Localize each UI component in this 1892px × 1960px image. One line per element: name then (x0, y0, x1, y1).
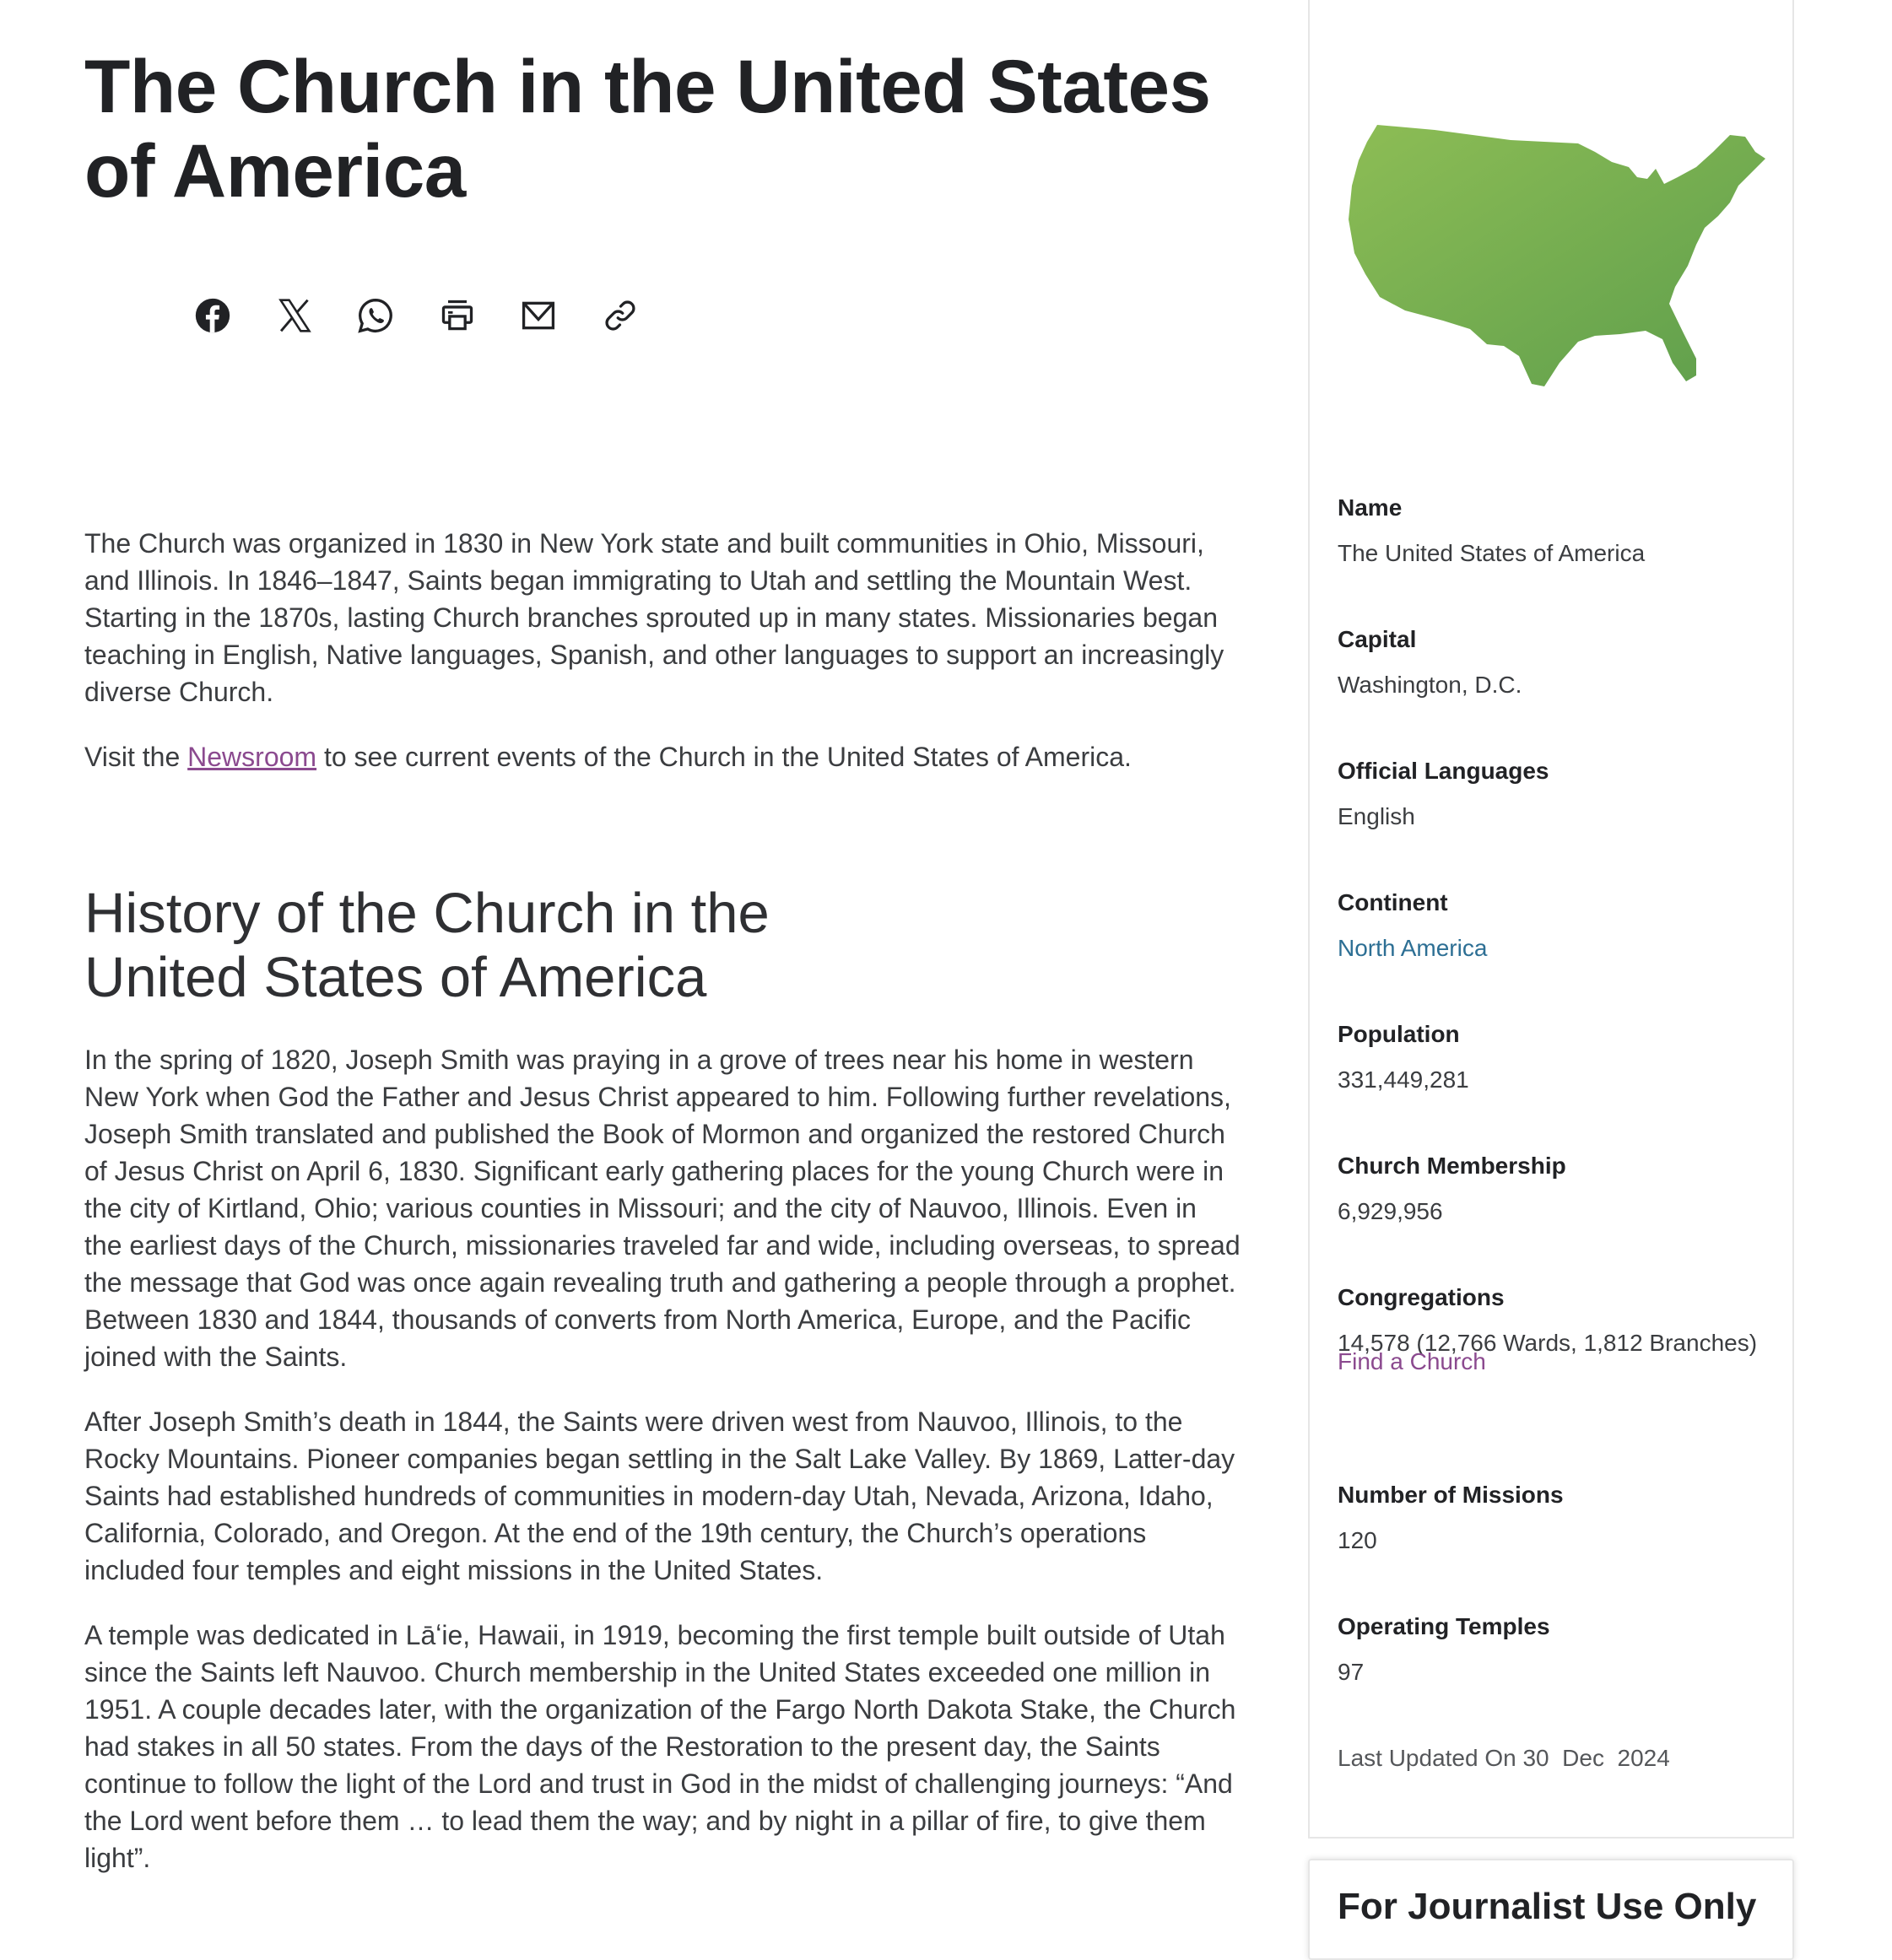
fact-value: 331,449,281 (1338, 1066, 1469, 1093)
fact-temples (1338, 1612, 1776, 1743)
fact-value: Washington, D.C. (1338, 672, 1522, 698)
fact-value: English (1338, 803, 1415, 829)
fact-population (1338, 1019, 1776, 1151)
fact-label: Congregations (1338, 1284, 1505, 1310)
newsroom-line (84, 738, 1241, 775)
fact-label: Capital (1338, 626, 1417, 652)
x-icon[interactable] (276, 295, 358, 336)
fact-label: Church Membership (1338, 1153, 1566, 1179)
history-body (84, 1041, 1241, 1904)
fact-label: Number of Missions (1338, 1482, 1564, 1508)
journalist-card (1308, 1859, 1794, 1960)
fact-value: 14,578 (12,766 Wards, 1,812 Branches) (1338, 1330, 1758, 1356)
fact-label: Continent (1338, 889, 1448, 915)
fact-label: Operating Temples (1338, 1613, 1550, 1639)
facts-list (1338, 493, 1776, 1743)
link-icon[interactable] (602, 295, 684, 336)
intro-paragraph: The Church was organized in 1830 in New York state and built communities in Ohio, Missouri, and Illinois. In 1846–1847, Saints began immigrating to Utah and settling the Mountain West. Starting in the 1870s, lasting Church branches sprouted up in many states. Missionaries began teaching in English, Native languages, Spanish, and other languages to support an increasingly diverse Church. (84, 528, 1224, 707)
fact-label: Official Languages (1338, 758, 1549, 784)
fact-missions (1338, 1480, 1776, 1612)
usa-map-image (1342, 118, 1772, 397)
find-a-church-link[interactable]: Find a Church (1338, 1348, 1486, 1374)
fact-label: Population (1338, 1021, 1460, 1047)
history-paragraph: A temple was dedicated in Lāʻie, Hawaii, in 1919, becoming the first temple built outside of Utah since the Saints left Nauvoo. Church membership in the United States exceeded one million in 1951. A couple decades later, with the organization of the Fargo North Dakota Stake, the Church had stakes in all 50 states. From the days of the Restoration to the present day, the Saints continue to follow the light of the Lord and trust in God in the midst of challenging journeys: “And the Lord went before them … to lead them the way; and by night in a pillar of fire, to give them light”. (84, 1620, 1236, 1873)
fact-continent (1338, 888, 1776, 1019)
visit-suffix: to see current events of the Church in the United States of America. (316, 742, 1132, 772)
continent-link[interactable]: North America (1338, 935, 1488, 961)
history-heading: History of the Church in the United States of America (84, 882, 770, 1009)
history-paragraph: In the spring of 1820, Joseph Smith was praying in a grove of trees near his home in western New York when God the Father and Jesus Christ appeared to him. Following further revelations, Joseph Smith translated and published the Book of Mormon and organized the restored Church of Jesus Christ on April 6, 1830. Significant early gathering places for the young Church were in the city of Kirtland, Ohio; various counties in Missouri; and the city of Nauvoo, Illinois. Even in the earliest days of the Church, missionaries traveled far and wide, including overseas, to spread the message that God was once again revealing truth and gathering a people through a prophet. Between 1830 and 1844, thousands of converts from North America, Europe, and the Pacific joined with the Saints. (84, 1045, 1241, 1372)
fact-value: 120 (1338, 1527, 1377, 1553)
intro-section (84, 525, 1241, 803)
last-updated: Last Updated On 30 Dec 2024 (1338, 1745, 1670, 1771)
fact-label: Name (1338, 494, 1403, 521)
newsroom-link[interactable]: Newsroom (187, 742, 317, 772)
fact-value: The United States of America (1338, 540, 1646, 566)
page-title: The Church in the United States of America (84, 44, 1211, 213)
fact-value: 6,929,956 (1338, 1198, 1443, 1224)
fact-capital (1338, 624, 1776, 756)
fact-value: 97 (1338, 1659, 1365, 1685)
share-bar (194, 295, 684, 336)
visit-prefix: Visit the (84, 742, 188, 772)
email-icon[interactable] (520, 295, 602, 336)
journalist-title: For Journalist Use Only (1338, 1886, 1757, 1927)
facebook-icon[interactable] (194, 295, 276, 336)
whatsapp-icon[interactable] (357, 295, 439, 336)
fact-languages (1338, 756, 1776, 888)
fact-membership (1338, 1151, 1776, 1282)
print-icon[interactable] (439, 295, 521, 336)
fact-name (1338, 493, 1776, 624)
history-paragraph: After Joseph Smith’s death in 1844, the Saints were driven west from Nauvoo, Illinois, to the Rocky Mountains. Pioneer companies began settling in the Salt Lake Valley. By 1869, Latter-day Saints had established hundreds of communities in modern-day Utah, Nevada, Arizona, Idaho, California, Colorado, and Oregon. At the end of the 19th century, the Church’s operations included four temples and eight missions in the United States. (84, 1407, 1235, 1585)
country-facts-card (1308, 0, 1794, 1839)
